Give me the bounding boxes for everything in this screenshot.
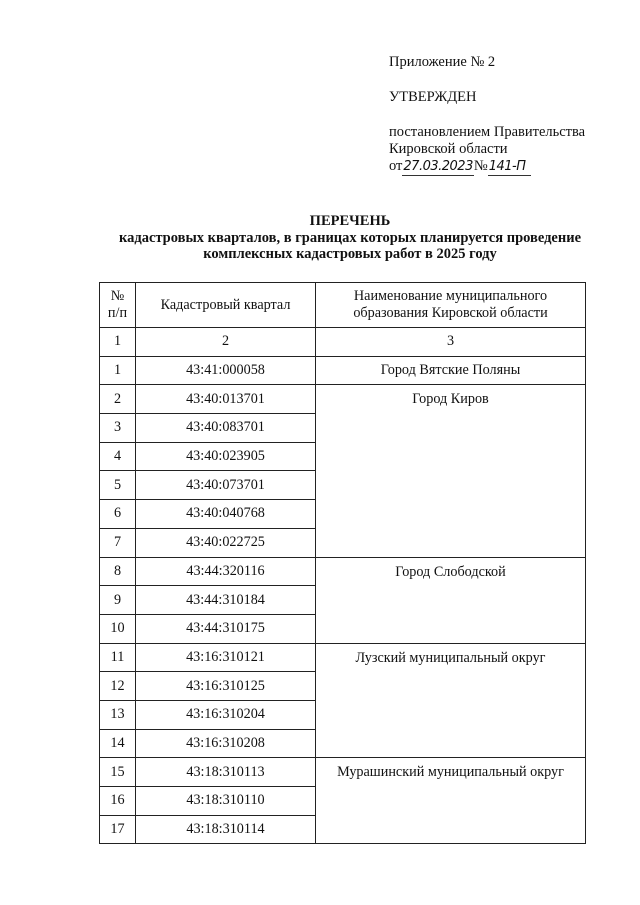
appendix-label: Приложение № 2 bbox=[389, 54, 496, 70]
row-quarter: 43:40:022725 bbox=[136, 528, 316, 557]
municipality-cell: Город Киров bbox=[316, 385, 586, 557]
row-num: 11 bbox=[100, 643, 136, 672]
row-num: 4 bbox=[100, 442, 136, 471]
table-row bbox=[100, 385, 586, 414]
row-num: 5 bbox=[100, 471, 136, 500]
table-header-row bbox=[100, 283, 586, 328]
row-num: 3 bbox=[100, 414, 136, 443]
row-num: 1 bbox=[100, 356, 136, 385]
decree-line-1: постановлением Правительства bbox=[389, 124, 586, 140]
cadastral-table bbox=[99, 282, 586, 844]
row-quarter: 43:18:310114 bbox=[136, 815, 316, 844]
decree-number: 141-П bbox=[488, 158, 532, 176]
decree-date-line bbox=[389, 158, 585, 176]
row-quarter: 43:16:310204 bbox=[136, 700, 316, 729]
decree-block bbox=[389, 124, 585, 176]
row-quarter: 43:40:040768 bbox=[136, 500, 316, 529]
table-row bbox=[100, 356, 586, 385]
row-quarter: 43:44:320116 bbox=[136, 557, 316, 586]
row-quarter: 43:41:000058 bbox=[136, 356, 316, 385]
row-num: 6 bbox=[100, 500, 136, 529]
column-number: 2 bbox=[136, 328, 316, 357]
header-quarter: Кадастровый квартал bbox=[136, 283, 316, 328]
row-quarter: 43:44:310184 bbox=[136, 586, 316, 615]
row-num: 10 bbox=[100, 614, 136, 643]
approved-label: УТВЕРЖДЕН bbox=[389, 89, 477, 105]
municipality-cell: Город Вятские Поляны bbox=[316, 356, 586, 385]
row-num: 8 bbox=[100, 557, 136, 586]
row-num: 17 bbox=[100, 815, 136, 844]
title-subtitle-line-1: кадастровых кварталов, в границах которых планируется проведение bbox=[118, 229, 582, 246]
row-num: 2 bbox=[100, 385, 136, 414]
table-row bbox=[100, 557, 586, 586]
row-quarter: 43:16:310121 bbox=[136, 643, 316, 672]
row-num: 15 bbox=[100, 758, 136, 787]
date-prefix: от bbox=[389, 158, 403, 174]
column-number: 1 bbox=[100, 328, 136, 357]
decree-date: 27.03.2023 bbox=[403, 159, 473, 174]
row-quarter: 43:40:013701 bbox=[136, 385, 316, 414]
row-quarter: 43:18:310113 bbox=[136, 758, 316, 787]
column-number: 3 bbox=[316, 328, 586, 357]
row-quarter: 43:40:073701 bbox=[136, 471, 316, 500]
row-num: 12 bbox=[100, 672, 136, 701]
table-row bbox=[100, 758, 586, 787]
row-quarter: 43:40:023905 bbox=[136, 442, 316, 471]
row-num: 16 bbox=[100, 787, 136, 816]
row-quarter: 43:16:310125 bbox=[136, 672, 316, 701]
table-row bbox=[100, 643, 586, 672]
row-num: 9 bbox=[100, 586, 136, 615]
document-title bbox=[60, 213, 640, 263]
decree-line-2: Кировской области bbox=[389, 141, 508, 157]
header-num: № п/п bbox=[100, 283, 136, 328]
municipality-cell: Город Слободской bbox=[316, 557, 586, 643]
row-num: 7 bbox=[100, 528, 136, 557]
row-num: 14 bbox=[100, 729, 136, 758]
municipality-cell: Лузский муниципальный округ bbox=[316, 643, 586, 758]
row-num: 13 bbox=[100, 700, 136, 729]
column-numbers-row bbox=[100, 328, 586, 357]
header-municipality: Наименование муниципального образования Кировской области bbox=[316, 283, 586, 328]
row-quarter: 43:16:310208 bbox=[136, 729, 316, 758]
row-quarter: 43:18:310110 bbox=[136, 787, 316, 816]
number-prefix: № bbox=[473, 158, 488, 174]
row-quarter: 43:44:310175 bbox=[136, 614, 316, 643]
title-subtitle-line-2: комплексных кадастровых работ в 2025 году bbox=[203, 246, 497, 262]
municipality-cell: Мурашинский муниципальный округ bbox=[316, 758, 586, 844]
row-quarter: 43:40:083701 bbox=[136, 414, 316, 443]
title-heading: ПЕРЕЧЕНЬ bbox=[309, 213, 391, 229]
